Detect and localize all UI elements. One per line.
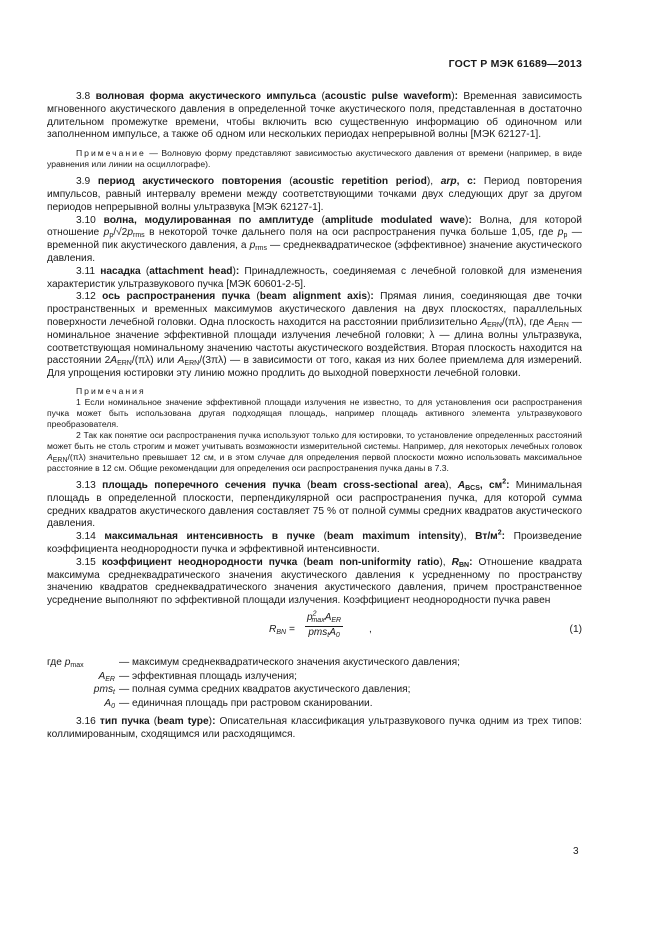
legend-row: $A_0$ — единичная площадь при растровом сканировании. — [104, 697, 373, 710]
paragraph-3-11: 3.11 насадка (attachment head): Принадлежность, соединяемая с лечебной головкой для изменения характеристик ультразвукового пучка [МЭК 60601-2-5]. — [47, 265, 582, 290]
paragraph-3-12: 3.12 ось распространения пучка (beam alignment axis): Прямая линия, соединяющая две точки пространственных и временных максимумов акустического давления на двух плоскостях, параллельных поверхности лечебной головки. Одна плоскость находится на расстоянии приблизительно $A_{ERN}/(\pi\lambda)$, где $A_{ERN}$ — номинальное значение эффективной площади излучения лечебной головки; λ — длина волны ультразвука, соответствующая номинальному значению частоты акустического воздействия. Вторая плоскость находится на расстоянии $2A_{ERN}/(\pi\lambda)$ или $A_{ERN}/(3\pi\lambda)$ — в зависимости от того, какая из них более приемлема для измерений. Для упрощения юстировки эту линию можно продлить до выходной поверхности лечебной головки. — [47, 291, 582, 380]
document-header: ГОСТ Р МЭК 61689—2013 — [448, 58, 582, 70]
formula-lhs: $R_{BN}$ = — [269, 623, 295, 636]
paragraph-3-13: 3.13 площадь поперечного сечения пучка (beam cross-sectional area), $A_{BCS}$, $см^2$: Минимальная площадь в определенной плоскости, перпендикулярной оси распространения пучка, для которой сумма средних квадратов акустического давления составляет 75 % от полной суммы средних квадратов акустического давления. — [47, 478, 583, 530]
paragraph-3-9: 3.9 период акустического повторения (acoustic repetition period), arp, с: Период повторения импульсов, равный интервалу времени между соответствующими точками двух следующих друг за другом периодов непрерывной волны ультразвука [МЭК 62127-1]. — [47, 176, 582, 213]
paragraph-3-8: 3.8 волновая форма акустического импульса (acoustic pulse waveform): Временная зависимость мгновенного акустического давления в определенной точке акустического поля, представленная в достаточно длительном промежутке времени, чтобы включить всю существенную информацию об одиночном или заполненном импульсе, а также об одном или нескольких периодах непрерывной волны [МЭК 62127-1]. — [47, 91, 583, 141]
page-number: 3 — [573, 846, 579, 857]
formula-fraction: $p^2_{max}A_{ER}$ $pms_tA_0$ — [307, 610, 342, 639]
note-3-8: Примечание — Волновую форму представляют зависимостью акустического давления от времени (например, в виде уравнения или линии на осциллографе). — [47, 148, 582, 170]
paragraph-3-15: 3.15 коэффициент неоднородности пучка (beam non-uniformity ratio), $R_{BN}$: Отношение квадрата максимума среднеквадратического значения акустического давления к усредненному по пространству значению квадратов среднеквадратического значения акустического давления, причем пространственное усреднение выполняют по эффективной площади излучения. Коэффициент неоднородности пучка равен — [47, 556, 582, 607]
legend-row: pms$_t$ — полная сумма средних квадратов акустического давления; — [93, 684, 411, 697]
note-2: 2 Так как понятие оси распространения пучка используют только для юстировки, то установление определенных расстояний может быть не столь строгим и может учитывать возможности измерительной системы. Например, для некоторых лечебных головок $A_{ERN}/(\pi\lambda)$ значительно превышает 12 см, и в этом случае для определения первой плоскости можно использовать максимальное расстояние в 12 см. Общие рекомендации для определения оси распространения пучка даны в 7.3. — [47, 429, 582, 473]
formula-1: $R_{BN}$ = $p^2_{max}A_{ER}$ $pms_tA_0$ , (1) — [269, 610, 582, 639]
legend-row: где $p_{max}$ — максимум среднеквадратического значения акустического давления; — [47, 656, 460, 669]
formula-legend — [47, 656, 582, 710]
paragraph-3-14: 3.14 максимальная интенсивность в пучке (beam maximum intensity), $Вт/м^2$: Произведение коэффициента неоднородности пучка и эффективной интенсивности. — [47, 529, 582, 555]
paragraph-3-10: 3.10 волна, модулированная по амплитуде (amplitude modulated wave): Волна, для которой отношение $p_p/√2p_{rms}$ в некоторой точке дальнего поля на оси распространения пучка больше 1,05, где $p_p$ — временной пик акустического давления, а $p_{rms}$ — среднеквадратическое (эффективное) значение акустического давления. — [47, 214, 582, 264]
notes-heading: Примечания — [76, 385, 146, 396]
formula-number: (1) — [569, 623, 582, 635]
page-body — [47, 91, 582, 742]
paragraph-3-16: 3.16 тип пучка (beam type): Описательная классификация ультразвукового пучка одним из трех типов: коллимированным, сходящимся или расходящимся. — [47, 716, 582, 741]
legend-row: $A_{ER}$ — эффективная площадь излучения; — [98, 670, 297, 683]
note-1: 1 Если номинальное значение эффективной площади излучения не известно, то для установления оси распространения пучка может быть использована другая подходящая площадь, например площадь активного элемента ультразвукового преобразователя. — [47, 396, 582, 429]
